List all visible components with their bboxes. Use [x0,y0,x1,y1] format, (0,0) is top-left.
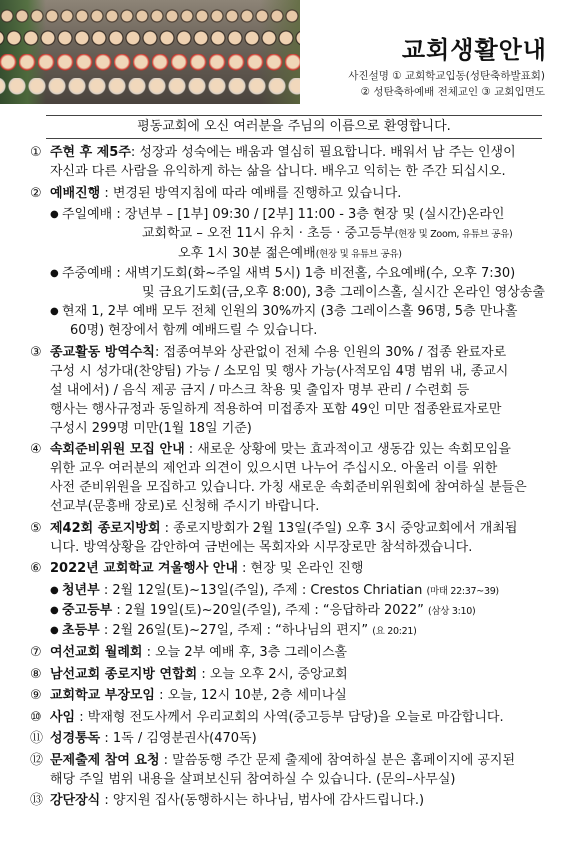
announcement-item-12 [30,751,555,789]
announcement-item-13 [30,791,555,810]
item-text: 해당 주일 범위 내용을 살펴보신뒤 참여하실 수 있습니다. (문의–사무실) [50,771,456,787]
sub-text: 주일예배 : 장년부 – [1부] 09:30 / [2부] 11:00 - 3층 현장 및 (실시간)온라인 [62,207,505,222]
announcement-item-4 [30,440,555,516]
item-text: : 오늘 오후 2시, 중앙교회 [197,666,348,682]
item-text: 선교부(문흥배 장로)로 신청해 주시기 바랍니다. [50,499,320,514]
bullet-icon: ● [50,604,59,616]
item-number: ⑤ [30,520,42,536]
item-number: ⑨ [30,688,42,703]
item-text: 니다. 방역상황을 감안하여 금번에는 목회자와 시무장로만 참석하겠습니다. [50,539,473,555]
sub-text: : 2월 12일(토)~13일(주일), 주제 : Crestos Chriatian [99,582,427,598]
item-label: 주현 후 제5주 [50,145,131,160]
item-text: : 양지원 집사(동행하시는 하나님, 범사에 감사드립니다.) [100,793,425,808]
header-photo [0,0,300,104]
item-text: 위한 교우 여러분의 제언과 의견이 있으시면 나누어 주십시오. 아울러 이를 위한 [50,461,498,476]
item-number: ⑥ [30,561,42,576]
event-youth [30,581,555,601]
item-label: 사임 [50,709,76,725]
item-text: 자신과 다른 사람을 유익하게 하는 삶을 삽니다. 배우고 익히는 한 주간 되십시오. [50,164,506,179]
item-text: 구성 시 성가대(찬양팀) 가능 / 소모임 및 행사 가능(사적모임 4명 범위 내, 종교시 [50,363,509,379]
item-text: : 접종여부와 상관없이 전체 수용 인원의 30% / 접종 완료자로 [155,344,507,360]
item-number: ① [30,145,42,160]
item-text: : 오늘, 12시 10분, 2층 세미나실 [155,688,347,703]
bullet-icon: ● [50,209,59,220]
item-label: 종교활동 방역수칙 [50,344,155,360]
item-text: 설 내에서) / 음식 제공 금지 / 마스크 착용 및 출입자 명부 관리 / 수련회 등 [50,382,470,398]
item-number: ⑧ [30,666,42,682]
item-text: : 종로지방회가 2월 13일(주일) 오후 3시 중앙교회에서 개최됩 [160,520,518,536]
item-number: ⑦ [30,645,42,660]
sub-text: : 2월 26일(토)~27일, 주제 : “하나님의 편지” [99,622,373,638]
item-text: : 오늘 2부 예배 후, 3층 그레이스홀 [142,645,348,660]
sub-text: 60명) 현장에서 함께 예배드릴 수 있습니다. [70,323,318,338]
sub-text: 현재 1, 2부 예배 모두 전체 인원의 30%까지 (3층 그레이스홀 96명, 5층 만나홀 [62,304,518,319]
item-number: ⑪ [30,731,44,746]
bullet-icon: ● [50,268,59,279]
caption-line-2: ② 성탄축하예배 전체교인 ③ 교회입면도 [360,86,545,98]
item-text: : 박재형 전도사께서 우리교회의 사역(중고등부 담당)을 오늘로 마감합니다. [75,709,504,725]
bullet-icon: ● [50,306,59,317]
item-label: 남선교회 종로지방 연합회 [50,666,198,682]
scripture-ref: (삼상 3:10) [427,605,476,617]
worship-capacity [30,302,555,340]
announcement-item-10 [30,708,555,727]
photo-row-back [0,8,300,30]
sub-label: 초등부 [62,622,100,638]
scripture-ref: (마태 22:37~39) [426,585,499,597]
announcement-item-2 [30,184,555,203]
announcement-item-11 [30,729,555,748]
item-number: ⑩ [30,709,42,725]
item-number: ⑬ [30,793,44,808]
announcement-item-1 [30,143,555,181]
welcome-banner: 평동교회에 오신 여러분을 주님의 이름으로 환영합니다. [46,115,542,139]
item-text: 사전 준비위원을 모집하고 있습니다. 가칭 새로운 속회준비위원회에 참여하실 분들은 [50,480,527,495]
worship-sunday [30,205,555,264]
sub-text: 주중예배 : 새벽기도회(화~주일 새벽 5시) 1층 비전홀, 수요예배(수, 오후 7:30) [62,266,516,281]
announcement-list [30,143,555,813]
photo-row-children [0,78,300,100]
item-label: 성경통독 [50,731,101,746]
item-text: 구성시 299명 미만(1월 18일 기준) [50,420,252,436]
item-number: ④ [30,442,42,457]
announcement-item-5 [30,519,555,557]
scripture-ref: (요 20:21) [372,625,417,637]
item-number: ② [30,185,42,201]
sub-note: (현장 및 Zoom, 유튜브 공유) [394,229,513,240]
item-label: 예배진행 [50,185,101,201]
photo-row-front [0,54,300,76]
announcement-item-7 [30,643,555,662]
page-title: 교회생활안내 [401,36,547,64]
item-label: 문제출제 참여 요청 [50,752,160,768]
caption-line-1: 사진설명 ① 교회학교입동(성탄축하발표회) [348,70,545,82]
item-label: 강단장식 [50,793,101,808]
bullet-icon: ● [50,624,59,636]
event-elementary [30,621,555,641]
item-text: : 현장 및 온라인 진행 [237,561,364,576]
item-text: : 성장과 성숙에는 배움과 열심히 필요합니다. 배워서 남 주는 인생이 [130,145,516,160]
item-number: ⑫ [30,752,44,768]
announcement-item-9 [30,686,555,705]
sub-text: : 2월 19일(토)~20일(주일), 주제 : “응답하라 2022” [112,602,428,618]
item-text: : 새로운 상황에 맞는 효과적이고 생동감 있는 속회모임을 [184,442,511,457]
announcement-item-3 [30,343,555,438]
sub-text: 교회학교 – 오전 11시 유치 · 초등 · 중고등부 [142,226,395,241]
sub-text: 및 금요기도회(금,오후 8:00), 3층 그레이스홀, 실시간 온라인 영상송출 [142,285,545,300]
photo-caption [348,68,545,100]
bullet-icon: ● [50,584,59,596]
item-text: 행사는 행사규정과 동일하게 적용하여 미접종자 포함 49인 미만 접종완료자로만 [50,401,502,417]
sub-label: 청년부 [62,582,100,598]
event-secondary [30,601,555,621]
item-number: ③ [30,344,42,360]
worship-weekday [30,264,555,302]
item-label: 여선교회 월례회 [50,645,143,660]
item-text: : 1독 / 김영분권사(470독) [100,731,257,746]
announcement-item-8 [30,665,555,684]
sub-label: 중고등부 [62,602,113,618]
sub-note: (현장 및 유튜브 공유) [315,249,402,260]
item-label: 제42회 종로지방회 [50,520,161,536]
item-text: : 변경된 방역지침에 따라 예배를 진행하고 있습니다. [100,185,402,201]
sub-text: 오후 1시 30분 젊은예배 [178,246,316,261]
announcement-item-6 [30,559,555,578]
item-label: 속회준비위원 모집 안내 [50,442,185,457]
item-label: 2022년 교회학교 겨울행사 안내 [50,561,238,576]
item-text: : 말씀동행 주간 문제 출제에 참여하실 분은 홈페이지에 공지된 [159,752,516,768]
item-label: 교회학교 부장모임 [50,688,155,703]
photo-row-middle [0,30,300,52]
